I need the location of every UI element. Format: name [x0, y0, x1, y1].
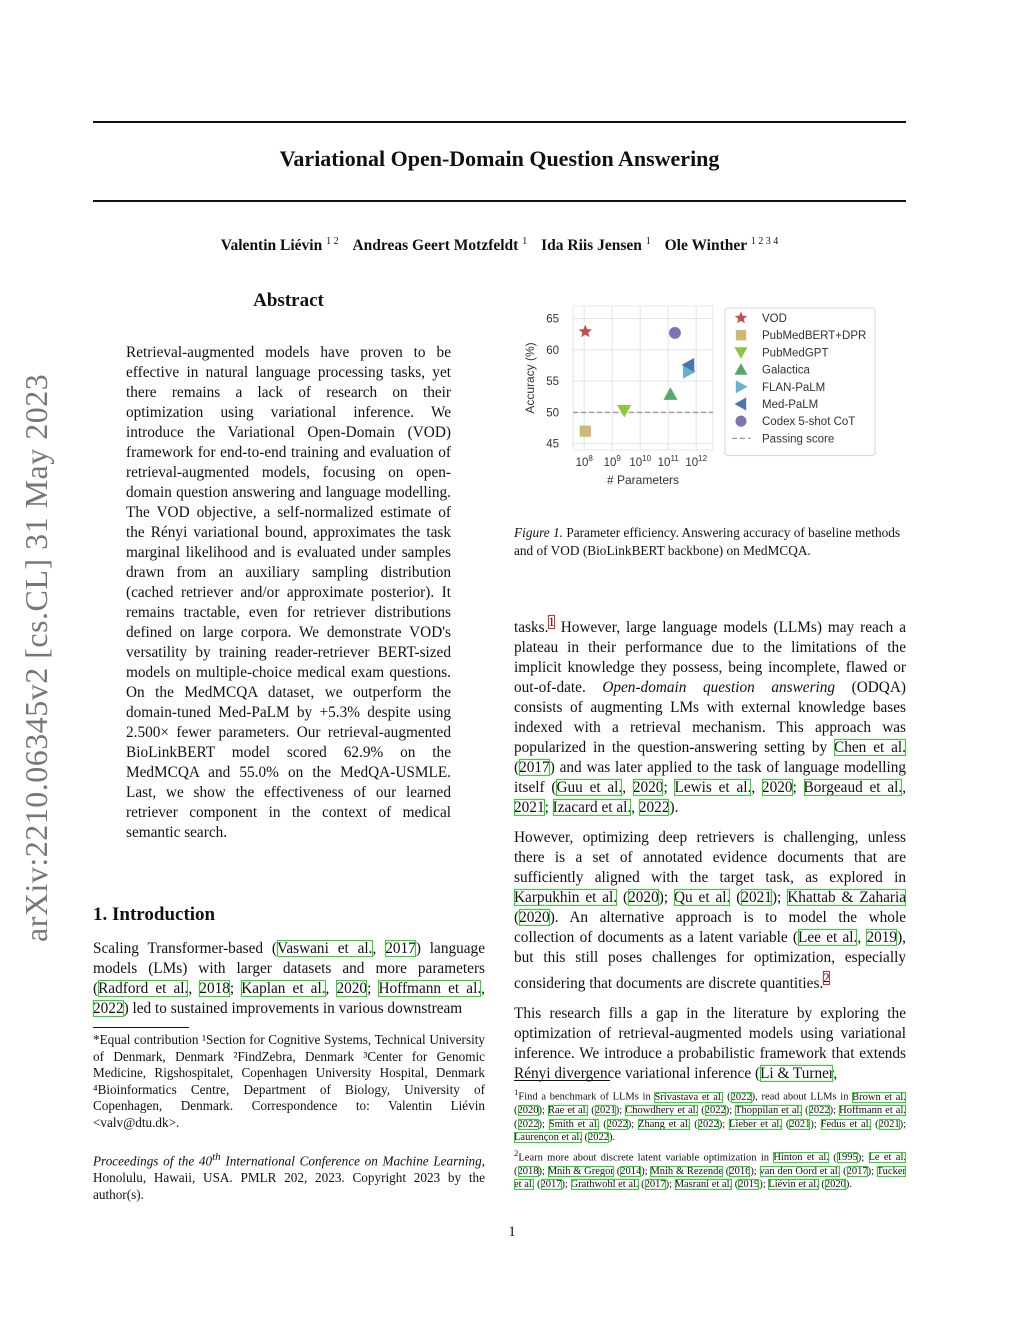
body-paragraph-2: However, optimizing deep retrievers is challenging, unless there is a set of annotated evidence documents that are sufficiently aligned with the target task, as explored in Karpukhin et al. (2020); Qu et al. (2021); Khattab & Zaharia (2020). An alternative approach is to model the whole collection of documents as a latent variable (Lee et al., 2019), but this still poses challenges for optimization, especially considering that documents are discrete quantities.$^2$	[514, 829, 907, 993]
citation-link[interactable]: Izacard et al.	[552, 799, 632, 817]
author-4: Ole Winther $^{1 2 3 4}$	[664, 236, 779, 255]
citation-link[interactable]: Le et al.	[868, 1152, 906, 1163]
citation-link[interactable]: 2017	[385, 940, 416, 957]
figure-caption: Figure 1. Parameter efficiency. Answering accuracy of baseline methods and of VOD (BioLinkBERT backbone) on MedMCQA.	[514, 525, 901, 558]
citation-link[interactable]: 2022	[730, 1091, 752, 1103]
legend-label: Galactica	[762, 364, 810, 377]
x-tick-label: $10^{12}$	[685, 454, 708, 469]
footnote-1: $^1$Find a benchmark of LLMs in Srivastava et al. (2022), read about LLMs in Brown et al. (2020); Rae et al. (2021); Chowdhery et al. (2022); Thoppilan et al. (2022); Hoffmann et al. (2022); Smith et al. (2022); Zhang et al. (2022); Lieber et al. (2021); Fedus et al. (2021); Laurençon et al. (2022).	[514, 1087, 907, 1143]
plot-grid	[573, 306, 713, 450]
citation-link[interactable]: 2017	[519, 759, 550, 777]
citation-link[interactable]: Masrani et al.	[674, 1179, 733, 1190]
citation-link[interactable]: 2020	[628, 889, 659, 907]
right-column-body	[514, 612, 906, 1094]
citation-link[interactable]: 2018	[199, 980, 230, 997]
citation-link[interactable]: Mnih & Gregor	[547, 1165, 614, 1177]
citation-link[interactable]: 2022	[638, 799, 670, 817]
citation-link[interactable]: 2017	[644, 1179, 666, 1190]
citation-link[interactable]: 2016	[729, 1165, 751, 1177]
author-3: Ida Riis Jensen $^1$	[541, 236, 651, 255]
citation-link[interactable]: Mnih & Rezende	[650, 1165, 724, 1177]
citation-link[interactable]: Grathwohl et al.	[570, 1179, 639, 1190]
x-axis-label: # Parameters	[606, 473, 680, 487]
legend-label: PubMedGPT	[762, 347, 829, 360]
footnote-ref-link[interactable]: 2	[823, 971, 830, 986]
citation-link[interactable]: Hoffmann et al.	[839, 1105, 907, 1116]
arxiv-identifier[interactable]: arXiv:2210.06345v2 [cs.CL] 31 May 2023	[18, 373, 54, 942]
citation-link[interactable]: Lee et al.	[798, 929, 858, 947]
plot-legend	[725, 308, 875, 456]
plot-area	[573, 306, 713, 450]
citation-link[interactable]: Radford et al.	[98, 980, 189, 997]
legend-label: PubMedBERT+DPR	[762, 330, 867, 343]
data-point-codex-5-shot-cot	[669, 327, 681, 339]
citation-link[interactable]: Qu et al.	[673, 889, 731, 907]
citation-link[interactable]: Hoffmann et al.	[378, 980, 482, 997]
y-tick-label: 45	[546, 438, 559, 451]
paper-title: Variational Open-Domain Question Answering	[279, 146, 720, 171]
footnotes-right	[514, 1086, 906, 1194]
citation-link[interactable]: Zhang et al.	[638, 1118, 691, 1130]
citation-link[interactable]: 2022	[697, 1118, 719, 1130]
footnote-2: $^2$Learn more about discrete latent variable optimization in Hinton et al. (1995); Le et al. (2018); Mnih & Gregor (2014); Mnih & Rezende (2016); van den Oord et al. (2017); Tucker et al. (2017); Grathwohl et al. (2017); Masrani et al. (2019); Liévin et al. (2020).	[514, 1147, 906, 1190]
citation-link[interactable]: 2020	[336, 980, 368, 997]
citation-link[interactable]: Liévin et al.	[768, 1179, 819, 1190]
footnote-number: 1	[514, 1087, 519, 1097]
citation-link[interactable]: Laurençon et al.	[514, 1132, 582, 1143]
x-tick-label: $10^8$	[575, 454, 593, 469]
citation-link[interactable]: 2020	[517, 1105, 539, 1116]
legend-label: Passing score	[762, 433, 835, 446]
legend-label: FLAN-PaLM	[762, 381, 826, 394]
citation-link[interactable]: 2022	[588, 1132, 610, 1143]
parameter-efficiency-chart	[520, 298, 880, 493]
citation-link[interactable]: 2017	[540, 1179, 562, 1190]
x-tick-label: $10^{10}$	[629, 454, 652, 469]
data-point-pubmedbert-dpr	[580, 426, 591, 437]
y-tick-label: 55	[546, 376, 559, 389]
citation-link[interactable]: Fedus et al.	[820, 1118, 872, 1130]
intro-paragraph: Scaling Transformer-based (Vaswani et al., 2017) language models (LMs) with larger datasets and more parameters (Radford et al., 2018; Kaplan et al., 2020; Hoffmann et al., 2022) led to sustained improvements in various downstream	[93, 940, 486, 1017]
citation-link[interactable]: Lewis et al.	[674, 779, 752, 797]
citation-link[interactable]: Lieber et al.	[729, 1118, 782, 1130]
citation-link[interactable]: 2022	[808, 1105, 830, 1116]
footnote-rule-left	[93, 1027, 189, 1028]
citation-link[interactable]: 2022	[606, 1118, 628, 1130]
citation-link[interactable]: Li & Turner	[760, 1065, 834, 1083]
legend-label: Med-PaLM	[762, 399, 819, 411]
legend-label: VOD	[762, 313, 787, 325]
author-1: Valentin Liévin $^{1 2}$	[220, 236, 339, 255]
author-2: Andreas Geert Motzfeldt $^1$	[352, 236, 528, 255]
citation-link[interactable]: Chen et al.	[834, 739, 907, 757]
citation-link[interactable]: 2020	[761, 779, 793, 797]
citation-link[interactable]: Rae et al.	[547, 1105, 589, 1116]
citation-link[interactable]: Kaplan et al.	[241, 980, 326, 997]
citation-link[interactable]: Khattab & Zaharia	[787, 889, 907, 907]
citation-link[interactable]: Tucker et al.	[514, 1165, 906, 1190]
citation-link[interactable]: van den Oord et al.	[759, 1165, 841, 1177]
abstract-text: Retrieval-augmented models have proven to be effective in natural language processing tasks, yet there remains a lack of research on their optimization using variational inference. We introduce the Variational Open-Domain (VOD) framework for end-to-end training and evaluation of retrieval-augmented models, focusing on open-domain question answering and language modelling. The VOD objective, a self-normalized estimate of the Rényi variational bound, approximates the task marginal likelihood and is evaluated under samples drawn from an auxiliary sampling distribution (cached retriever and/or approximate posterior). It remains tractable, even for retriever distributions defined on large corpora. We demonstrate VOD's versatility by training reader-retriever BERT-sized models on multiple-choice medical exam questions. On the MedMCQA dataset, we outperform the domain-tuned Med-PaLM by +5.3% despite using 2.500× fewer parameters. Our retrieval-augmented BioLinkBERT model scored 62.9% on the MedMCQA and 55.0% on the MedQA-USMLE. Last, we show the effectiveness of our learned retriever component in the context of medical semantic search.	[126, 344, 451, 841]
citation-link[interactable]: 2018	[517, 1165, 539, 1177]
citation-link[interactable]: 2020	[632, 779, 664, 797]
citation-link[interactable]: 2021	[514, 799, 545, 817]
citation-link[interactable]: Borgeaud et al.	[803, 779, 903, 797]
citation-link[interactable]: 2021	[878, 1118, 900, 1130]
citation-link[interactable]: 2019	[866, 929, 898, 947]
author-list	[93, 236, 906, 255]
y-tick-label: 65	[546, 313, 559, 326]
footnote-rule-right	[514, 1080, 610, 1081]
citation-link[interactable]: 1995	[836, 1152, 858, 1163]
proceedings-note: Proceedings of the 40th International Conference on Machine Learning, Honolulu, Hawaii, USA. PMLR 202, 2023. Copyright 2023 by the author(s).	[93, 1151, 485, 1202]
citation-link[interactable]: 2022	[517, 1118, 539, 1130]
title-bottom-rule	[93, 200, 906, 202]
citation-link[interactable]: Thoppilan et al.	[735, 1105, 803, 1116]
citation-link[interactable]: Hinton et al.	[773, 1152, 829, 1163]
x-tick-label: $10^{11}$	[657, 454, 679, 469]
page-number: 1	[508, 1224, 516, 1240]
y-axis-label: Accuracy (%)	[523, 342, 537, 414]
citation-link[interactable]: 2020	[824, 1179, 846, 1190]
top-rule	[93, 121, 906, 123]
y-tick-label: 50	[546, 407, 559, 420]
citation-link[interactable]: 2021	[789, 1118, 811, 1130]
citation-link[interactable]: Guu et al.	[556, 779, 623, 797]
citation-link[interactable]: 2019	[738, 1179, 760, 1190]
citation-link[interactable]: Srivastava et al.	[654, 1091, 724, 1103]
citation-link[interactable]: Smith et al.	[548, 1118, 600, 1130]
citation-link[interactable]: Vaswani et al.	[277, 940, 373, 957]
x-tick-label: $10^9$	[603, 454, 621, 469]
body-paragraph-3: This research fills a gap in the literature by exploring the optimization of retrieval-augmented models using variational inference. We introduce a probabilistic framework that extends Rényi divergence variational inference (Li & Turner,	[514, 1005, 906, 1083]
citation-link[interactable]: Karpukhin et al.	[514, 889, 618, 907]
citation-link[interactable]: 2017	[846, 1165, 868, 1177]
affiliations-footnote: *Equal contribution ¹Section for Cognitive Systems, Technical University of Denmark, Denmark ²FindZebra, Denmark ³Center for Genomic Medicine, Rigshospitalet, Copenhagen University Hospital, Denmark ⁴Bioinformatics Centre, Department of Biology, University of Copenhagen, Denmark. Correspondence to: Valentin Liévin <valv@dtu.dk>.	[93, 1032, 485, 1130]
citation-link[interactable]: 2021	[741, 889, 772, 907]
legend-marker-pubmedbert-dpr	[736, 330, 746, 340]
citation-link[interactable]: Brown et al.	[852, 1091, 906, 1103]
section-heading-introduction: 1. Introduction	[93, 904, 216, 925]
citation-link[interactable]: 2020	[519, 909, 550, 927]
citation-link[interactable]: 2022	[704, 1105, 726, 1116]
body-paragraph-1: tasks.$^1$ However, large language models (LLMs) may reach a plateau in their performance due to the limitations of the implicit knowledge they possess, being incomplete, flawed or out-of-date. Open-domain question answering (ODQA) consists of augmenting LMs with external knowledge bases indexed with a retrieval mechanism. This approach was popularized in the question-answering setting by Chen et al. (2017) and was later applied to the task of language modelling itself (Guu et al., 2020; Lewis et al., 2020; Borgeaud et al., 2021; Izacard et al., 2022).	[514, 615, 907, 817]
legend-label: Codex 5-shot CoT	[762, 416, 856, 429]
footnote-number: 2	[514, 1147, 519, 1158]
citation-link[interactable]: 2014	[620, 1165, 642, 1177]
footnote-ref-link[interactable]: 1	[548, 615, 555, 629]
legend-marker-codex-5-shot-cot	[735, 416, 746, 427]
citation-link[interactable]: 2022	[93, 1000, 124, 1017]
citation-link[interactable]: Chowdhery et al.	[625, 1105, 699, 1116]
citation-link[interactable]: 2021	[594, 1105, 616, 1116]
abstract-heading: Abstract	[253, 290, 324, 311]
emphasis-text: Open-domain question answering	[602, 679, 836, 697]
y-tick-label: 60	[546, 344, 559, 357]
